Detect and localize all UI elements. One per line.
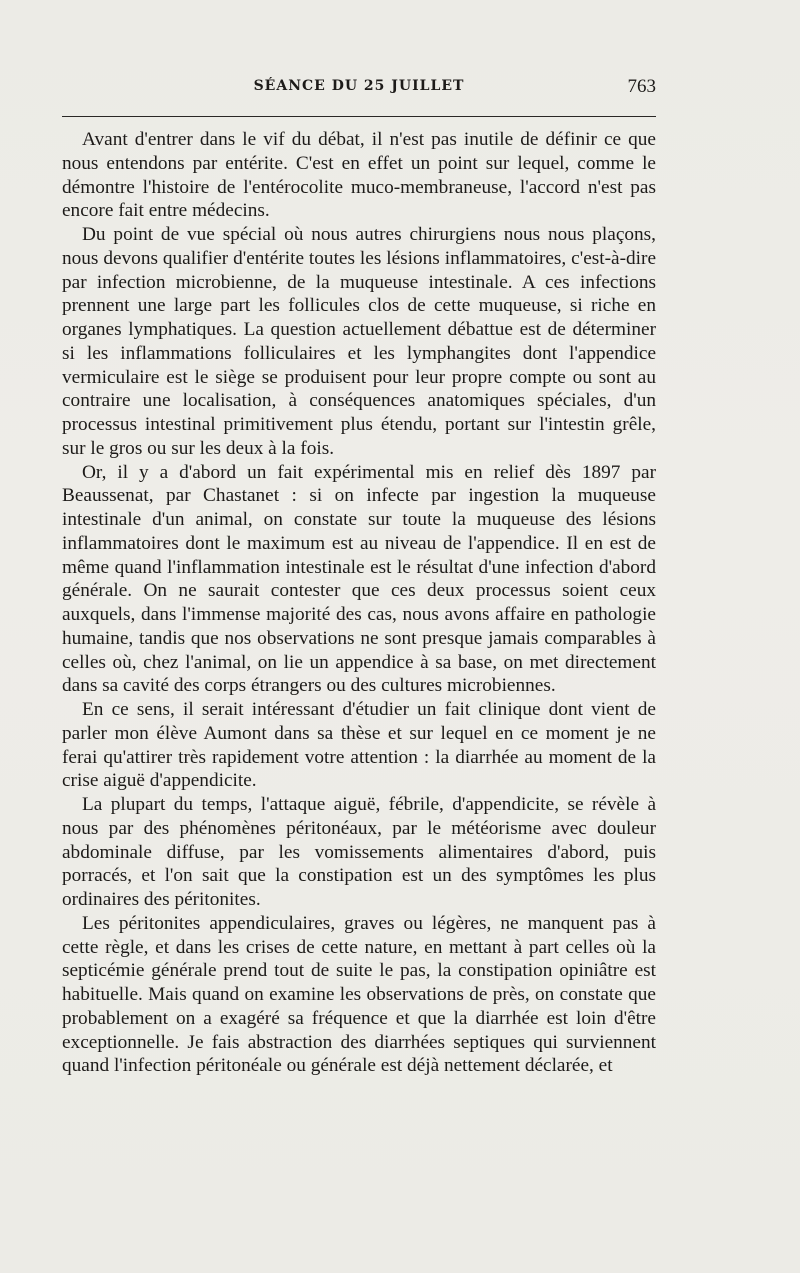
page-number: 763: [627, 76, 656, 97]
paragraph: La plupart du temps, l'attaque aiguë, fébrile, d'appendicite, se révèle à nous par des phénomènes péritonéaux, par le météorisme avec douleur abdominale diffuse, par les vomissements alimentaires d'abord, puis porracés, et l'on sait que la constipation est un des symptômes les plus ordinaires des péritonites.: [62, 794, 656, 910]
paragraph: Du point de vue spécial où nous autres chirurgiens nous nous plaçons, nous devons qualifier d'entérite toutes les lésions inflammatoires, c'est-à-dire par infection microbienne, de la muqueuse intestinale. A ces infections prennent une large part les follicules clos de cette muqueuse, si riche en organes lymphatiques. La question actuellement débattue est de déterminer si les inflammations folliculaires et les lymphangites dont l'appendice vermiculaire est le siège se produisent pour leur propre compte ou sont au contraire une localisation, à conséquences anatomiques spéciales, d'un processus intestinal primitivement plus étendu, portant sur l'intestin grêle, sur le gros ou sur les deux à la fois.: [62, 224, 656, 459]
header-rule: [62, 116, 656, 117]
running-head: [62, 78, 656, 100]
paragraph: Or, il y a d'abord un fait expérimental mis en relief dès 1897 par Beaussenat, par Chastanet : si on infecte par ingestion la muqueuse intestinale d'un animal, on constate sur toute la muqueuse des lésions inflammatoires dont le maximum est au niveau de l'appendice. Il en est de même quand l'inflammation intestinale est le résultat d'une infection d'abord générale. On ne saurait contester que ces deux processus soient ceux auxquels, dans l'immense majorité des cas, nous avons affaire en pathologie humaine, tandis que nos observations ne sont presque jamais comparables à celles où, chez l'animal, on lie un appendice à sa base, on met directement dans sa cavité des corps étrangers ou des cultures microbiennes.: [62, 461, 656, 697]
paragraph: En ce sens, il serait intéressant d'étudier un fait clinique dont vient de parler mon élève Aumont dans sa thèse et sur lequel en ce moment je ne ferai qu'attirer très rapidement votre attention : la diarrhée au moment de la crise aiguë d'appendicite.: [62, 699, 656, 792]
body-text: [62, 128, 656, 1078]
paragraph: Avant d'entrer dans le vif du débat, il n'est pas inutile de définir ce que nous entendons par entérite. C'est en effet un point sur lequel, comme le démontre l'histoire de l'entérocolite muco-membraneuse, l'accord n'est pas encore fait entre médecins.: [62, 129, 656, 222]
paragraph: Les péritonites appendiculaires, graves ou légères, ne manquent pas à cette règle, et dans les crises de cette nature, en mettant à part celles où la septicémie générale prend tout de suite le pas, la constipation opiniâtre est habituelle. Mais quand on examine les observations de près, on constate que probablement on a exagéré sa fréquence et que la diarrhée est loin d'être exceptionnelle. Je fais abstraction des diarrhées septiques qui surviennent quand l'infection péritonéale ou générale est déjà nettement déclarée, et: [62, 912, 656, 1077]
running-title: SÉANCE DU 25 JUILLET: [253, 78, 465, 94]
